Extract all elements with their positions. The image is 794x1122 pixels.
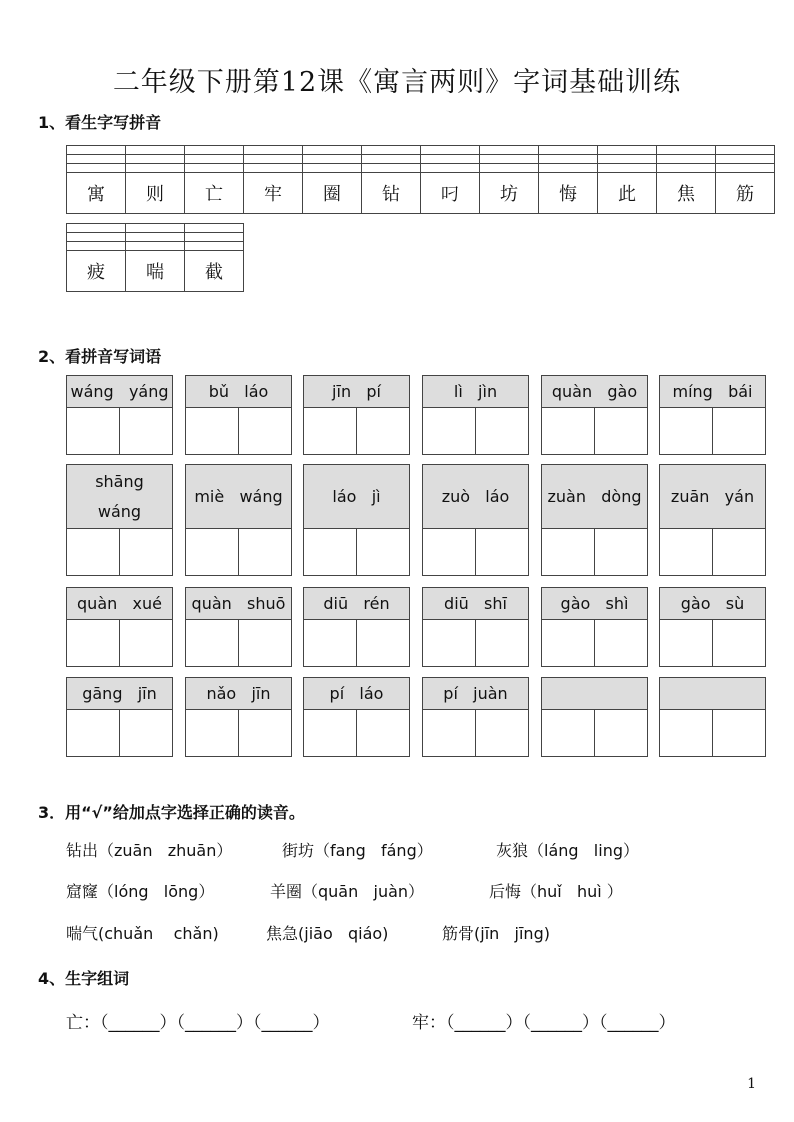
writing-cell[interactable] [713, 710, 765, 756]
choice-item: 焦急(jiāo qiáo) [266, 924, 389, 943]
pinyin-box [659, 464, 766, 576]
writing-cells[interactable] [542, 620, 647, 666]
pinyin-box [422, 587, 529, 667]
character-cell: 疲 [67, 251, 126, 292]
section3-heading: 3．用“√”给加点字选择正确的读音。 [38, 803, 305, 822]
writing-cells[interactable] [304, 529, 409, 575]
writing-cell[interactable] [357, 529, 409, 575]
pinyin-box [422, 375, 529, 455]
writing-cells[interactable] [660, 710, 765, 756]
section2-heading: 2、看拼音写词语 [38, 347, 162, 366]
character-cell: 圈 [303, 173, 362, 214]
pinyin-box [303, 677, 410, 757]
pinyin-label: pí juàn [423, 678, 528, 710]
writing-cell[interactable] [120, 408, 172, 454]
pinyin-label [542, 678, 647, 710]
pinyin-label: quàn shuō [186, 588, 291, 620]
character-cell: 截 [185, 251, 244, 292]
pinyin-label: zuān yán [660, 465, 765, 529]
page-number: 1 [747, 1076, 756, 1092]
writing-cell[interactable] [542, 620, 595, 666]
writing-cells[interactable] [542, 408, 647, 454]
character-cell: 牢 [244, 173, 303, 214]
writing-cell[interactable] [120, 529, 172, 575]
character-cell: 坊 [480, 173, 539, 214]
pinyin-box [659, 375, 766, 455]
pinyin-box [303, 464, 410, 576]
pinyin-box [185, 587, 292, 667]
pinyin-box [185, 375, 292, 455]
pinyin-box [659, 677, 766, 757]
writing-cell[interactable] [542, 710, 595, 756]
writing-cells[interactable] [186, 620, 291, 666]
pinyin-box [541, 677, 648, 757]
writing-cells[interactable] [660, 529, 765, 575]
choice-item: 后悔（huǐ huì ） [489, 882, 623, 901]
pinyin-label: shāng wáng [67, 465, 172, 529]
writing-cell[interactable] [476, 620, 528, 666]
pinyin-label: míng bái [660, 376, 765, 408]
pinyin-label: miè wáng [186, 465, 291, 529]
pinyin-grid-2 [66, 223, 244, 292]
pinyin-label: láo jì [304, 465, 409, 529]
pinyin-box [422, 464, 529, 576]
writing-cell[interactable] [304, 620, 357, 666]
writing-cells[interactable] [304, 408, 409, 454]
section1-heading: 1、看生字写拼音 [38, 113, 162, 132]
writing-cells[interactable] [186, 710, 291, 756]
choice-item: 钻出（zuān zhuān） [66, 841, 233, 860]
writing-cell[interactable] [595, 620, 647, 666]
writing-cell[interactable] [595, 710, 647, 756]
pinyin-label: quàn xué [67, 588, 172, 620]
writing-cell[interactable] [120, 710, 172, 756]
writing-cells[interactable] [542, 529, 647, 575]
writing-cell[interactable] [713, 620, 765, 666]
choice-item: 筋骨(jīn jīng) [442, 924, 550, 943]
writing-cell[interactable] [423, 529, 476, 575]
writing-cell[interactable] [186, 408, 239, 454]
writing-cells[interactable] [186, 529, 291, 575]
writing-cells[interactable] [423, 408, 528, 454]
writing-cell[interactable] [476, 408, 528, 454]
choice-item: 羊圈（quān juàn） [270, 882, 425, 901]
writing-cells[interactable] [67, 529, 172, 575]
pinyin-label: gāng jīn [67, 678, 172, 710]
writing-cell[interactable] [713, 529, 765, 575]
pinyin-label: zuàn dòng [542, 465, 647, 529]
pinyin-box [66, 587, 173, 667]
character-cell: 筋 [716, 173, 775, 214]
writing-cell[interactable] [67, 408, 120, 454]
writing-cell[interactable] [357, 620, 409, 666]
pinyin-box [541, 464, 648, 576]
writing-cell[interactable] [67, 710, 120, 756]
writing-cell[interactable] [186, 710, 239, 756]
choice-item: 街坊（fang fáng） [282, 841, 433, 860]
writing-cell[interactable] [713, 408, 765, 454]
writing-cells[interactable] [304, 710, 409, 756]
writing-cell[interactable] [304, 529, 357, 575]
pinyin-box [185, 677, 292, 757]
writing-cell[interactable] [67, 529, 120, 575]
writing-cell[interactable] [67, 620, 120, 666]
section4-heading: 4、生字组词 [38, 969, 130, 988]
character-cell: 叼 [421, 173, 480, 214]
writing-cell[interactable] [660, 529, 713, 575]
pinyin-label: diū shī [423, 588, 528, 620]
pinyin-box [422, 677, 529, 757]
pinyin-box [66, 375, 173, 455]
writing-cell[interactable] [660, 620, 713, 666]
word-line-1: 亡：（______）（______）（______） [66, 1013, 330, 1033]
pinyin-label: diū rén [304, 588, 409, 620]
writing-cell[interactable] [239, 408, 291, 454]
character-cell: 钻 [362, 173, 421, 214]
pinyin-box [541, 587, 648, 667]
writing-cell[interactable] [660, 710, 713, 756]
pinyin-box [66, 677, 173, 757]
pinyin-label: lì jìn [423, 376, 528, 408]
writing-cells[interactable] [67, 620, 172, 666]
pinyin-label: wáng yáng [67, 376, 172, 408]
writing-cell[interactable] [542, 408, 595, 454]
character-cell: 悔 [539, 173, 598, 214]
writing-cell[interactable] [476, 710, 528, 756]
writing-cell[interactable] [595, 408, 647, 454]
choice-item: 灰狼（láng ling） [496, 841, 639, 860]
pinyin-box [541, 375, 648, 455]
writing-cells[interactable] [423, 529, 528, 575]
writing-cell[interactable] [423, 710, 476, 756]
page-title: 二年级下册第12课《寓言两则》字词基础训练 [112, 67, 682, 98]
choice-item: 窟窿（lóng lōng） [66, 882, 215, 901]
choice-item: 喘气(chuǎn chǎn) [66, 924, 219, 943]
writing-cell[interactable] [239, 710, 291, 756]
writing-cell[interactable] [660, 408, 713, 454]
pinyin-box [66, 464, 173, 576]
writing-cells[interactable] [304, 620, 409, 666]
writing-cell[interactable] [542, 529, 595, 575]
writing-cell[interactable] [120, 620, 172, 666]
writing-cells[interactable] [660, 408, 765, 454]
writing-cell[interactable] [423, 408, 476, 454]
character-cell: 则 [126, 173, 185, 214]
character-cell: 此 [598, 173, 657, 214]
pinyin-label: zuò láo [423, 465, 528, 529]
pinyin-box [303, 375, 410, 455]
writing-cell[interactable] [595, 529, 647, 575]
pinyin-grid-1 [66, 145, 775, 214]
pinyin-box [303, 587, 410, 667]
writing-cell[interactable] [476, 529, 528, 575]
writing-cell[interactable] [239, 529, 291, 575]
writing-cell[interactable] [304, 408, 357, 454]
writing-cells[interactable] [423, 620, 528, 666]
character-cell: 亡 [185, 173, 244, 214]
writing-cells[interactable] [186, 408, 291, 454]
pinyin-label: pí láo [304, 678, 409, 710]
writing-cell[interactable] [423, 620, 476, 666]
pinyin-box [659, 587, 766, 667]
writing-cells[interactable] [423, 710, 528, 756]
writing-cell[interactable] [304, 710, 357, 756]
writing-cells[interactable] [67, 408, 172, 454]
pinyin-label: nǎo jīn [186, 678, 291, 710]
writing-cells[interactable] [542, 710, 647, 756]
pinyin-label: gào sù [660, 588, 765, 620]
character-cell: 寓 [67, 173, 126, 214]
word-line-2: 牢：（______）（______）（______） [412, 1013, 676, 1033]
writing-cell[interactable] [186, 620, 239, 666]
pinyin-box [185, 464, 292, 576]
pinyin-label: quàn gào [542, 376, 647, 408]
writing-cell[interactable] [357, 710, 409, 756]
writing-cell[interactable] [239, 620, 291, 666]
writing-cell[interactable] [186, 529, 239, 575]
character-cell: 喘 [126, 251, 185, 292]
writing-cells[interactable] [660, 620, 765, 666]
pinyin-label: jīn pí [304, 376, 409, 408]
writing-cells[interactable] [67, 710, 172, 756]
pinyin-label: gào shì [542, 588, 647, 620]
character-cell: 焦 [657, 173, 716, 214]
writing-cell[interactable] [357, 408, 409, 454]
pinyin-label [660, 678, 765, 710]
pinyin-label: bǔ láo [186, 376, 291, 408]
